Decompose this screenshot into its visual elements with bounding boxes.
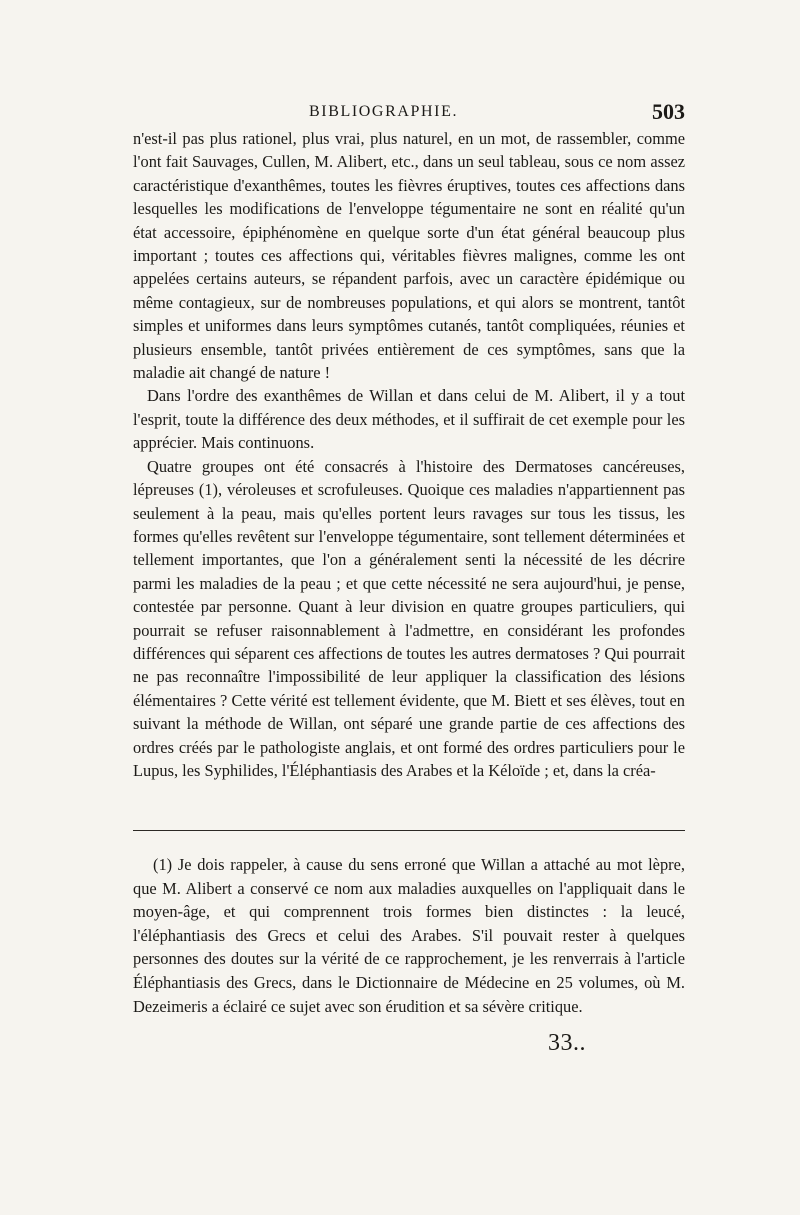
paragraph-3: Quatre groupes ont été consacrés à l'histoire des Dermatoses cancéreuses, lépreuses (1), véroleuses et scrofuleuses. Quoique ces maladies n'appartiennent pas seulement à la peau, mais qu'elles portent leurs ravages sur tous les tissus, les formes qu'elles revêtent sur l'enveloppe tégumentaire, sont tellement déterminées et tellement importantes, que l'on a généralement senti la nécessité de les décrire parmi les maladies de la peau ; et que cette nécessité ne sera aujourd'hui, je pense, contestée par personne. Quant à leur division en quatre groupes particuliers, qui pourrait se refuser raisonnablement à l'admettre, en considérant les profondes différences qui séparent ces affections de toutes les autres dermatoses ? Qui pourrait ne pas reconnaître l'impossibilité de leur appliquer la classification des lésions élémentaires ? Cette vérité est tellement évidente, que M. Biett et ses élèves, tout en suivant la méthode de Willan, ont séparé une grande partie de ces affections des ordres créés par le pathologiste anglais, et ont formé des ordres particuliers pour le Lupus, les Syphilides, l'Éléphantiasis des Arabes et la Kéloïde ; et, dans la créa- <box>133 456 685 780</box>
footnote-text: (1) Je dois rappeler, à cause du sens erroné que Willan a attaché au mot lèpre, que M. Alibert a conservé ce nom aux maladies auxquelles on l'appliquait dans le moyen-âge, et qui comprennent trois formes bien distinctes : la leucé, l'éléphantiasis des Grecs et celui des Arabes. S'il pouvait rester à quelques personnes des doutes sur la vérité de ce rapprochement, je les renverrais à l'article Éléphantiasis des Grecs, dans le Dictionnaire de Médecine en 25 volumes, où M. Dezeimeris a éclairé ce sujet avec son érudition et sa sévère critique. <box>133 855 685 1016</box>
paragraph-1: n'est-il pas plus rationel, plus vrai, plus naturel, en un mot, de rassembler, comme l'ont fait Sauvages, Cullen, M. Alibert, etc., dans un seul tableau, sous ce nom assez caractéristique d'exanthêmes, toutes les fièvres éruptives, toutes ces affections dans lesquelles les modifications de l'enveloppe tégumentaire ne sont en réalité qu'un état accessoire, épiphénomène en quelque sorte d'un état général beaucoup plus important ; toutes ces affections qui, véritables fièvres malignes, comme les ont appelées certains auteurs, se répandent parfois, avec un caractère épidémique ou même contagieux, sur de nombreuses populations, et qui alors se montrent, tantôt simples et uniformes dans leurs symptômes cutanés, tantôt compliquées, réunies et plusieurs ensemble, tantôt privées entièrement de ces symptômes, sans que la maladie ait changé de nature ! <box>133 129 685 383</box>
paragraph-2: Dans l'ordre des exanthêmes de Willan et dans celui de M. Alibert, il y a tout l'esprit, toute la différence des deux méthodes, et il suffirait de cet exemple pour les apprécier. Mais continuons. <box>133 386 685 453</box>
page-number: 503 <box>652 99 685 124</box>
signature-mark: 33.. <box>548 1030 586 1056</box>
footnote-separator <box>133 830 685 831</box>
main-text <box>133 127 685 782</box>
running-title: BIBLIOGRAPHIE. <box>309 103 459 120</box>
footnote <box>133 853 685 1018</box>
